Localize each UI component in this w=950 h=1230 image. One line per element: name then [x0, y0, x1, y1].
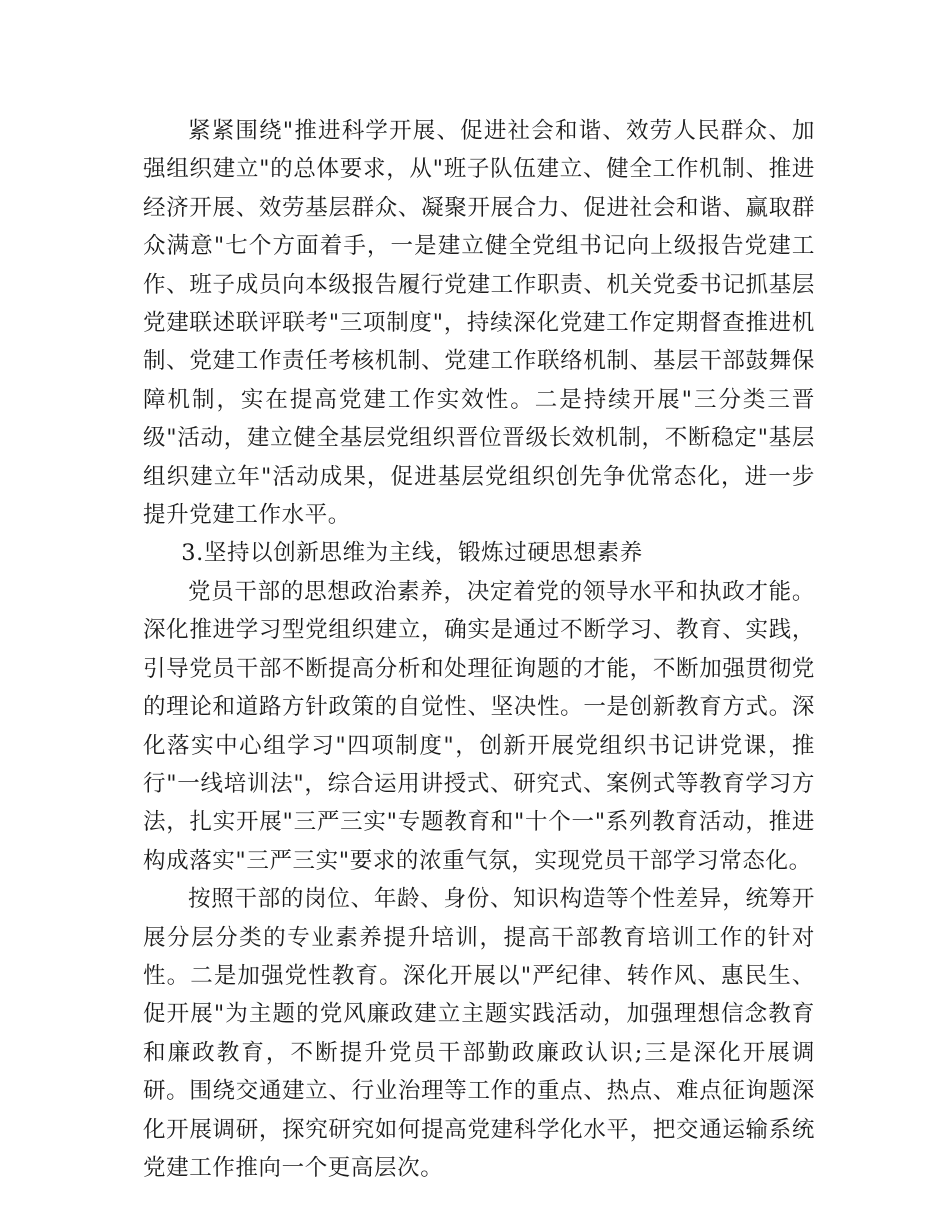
paragraph-training-and-research: 按照干部的岗位、年龄、身份、知识构造等个性差异，统筹开展分层分类的专业素养提升培训，提高干部教育培训工作的针对性。二是加强党性教育。深化开展以"严纪律、转作风、惠民生、促开展"为主题的党风廉政建立主题实践活动，加强理想信念教育和廉政教育，不断提升党员干部勤政廉政认识;三是深化开展调研。围绕交通建立、行业治理等工作的重点、热点、难点征询题深化开展调研，探究研究如何提高党建科学化水平，把交通运输系统党建工作推向一个更高层次。	[143, 886, 815, 1181]
paragraph-party-building-mechanisms: 紧紧围绕"推进科学开展、促进社会和谐、效劳人民群众、加强组织建立"的总体要求，从"班子队伍建立、健全工作机制、推进经济开展、效劳基层群众、凝聚开展合力、促进社会和谐、赢取群众满意"七个方面着手，一是建立健全党组书记向上级报告党建工作、班子成员向本级报告履行党建工作职责、机关党委书记抓基层党建联述联评联考"三项制度"，持续深化党建工作定期督查推进机制、党建工作责任考核机制、党建工作联络机制、基层干部鼓舞保障机制，实在提高党建工作实效性。二是持续开展"三分类三晋级"活动，建立健全基层党组织晋位晋级长效机制，不断稳定"基层组织建立年"活动成果，促进基层党组织创先争优常态化，进一步提升党建工作水平。	[143, 118, 815, 529]
paragraph-ideological-quality: 党员干部的思想政治素养，决定着党的领导水平和执政才能。深化推进学习型党组织建立，确实是通过不断学习、教育、实践，引导党员干部不断提高分析和处理征询题的才能，不断加强贯彻党的理论和道路方针政策的自觉性、坚决性。一是创新教育方式。深化落实中心组学习"四项制度"，创新开展党组织书记讲党课，推行"一线培训法"，综合运用讲授式、研究式、案例式等教育学习方法，扎实开展"三严三实"专题教育和"十个一"系列教育活动，推进构成落实"三严三实"要求的浓重气氛，实现党员干部学习常态化。	[143, 578, 815, 874]
section-heading-3: 3.坚持以创新思维为主线，锻炼过硬思想素养	[181, 540, 643, 567]
document-body	[143, 112, 815, 1187]
